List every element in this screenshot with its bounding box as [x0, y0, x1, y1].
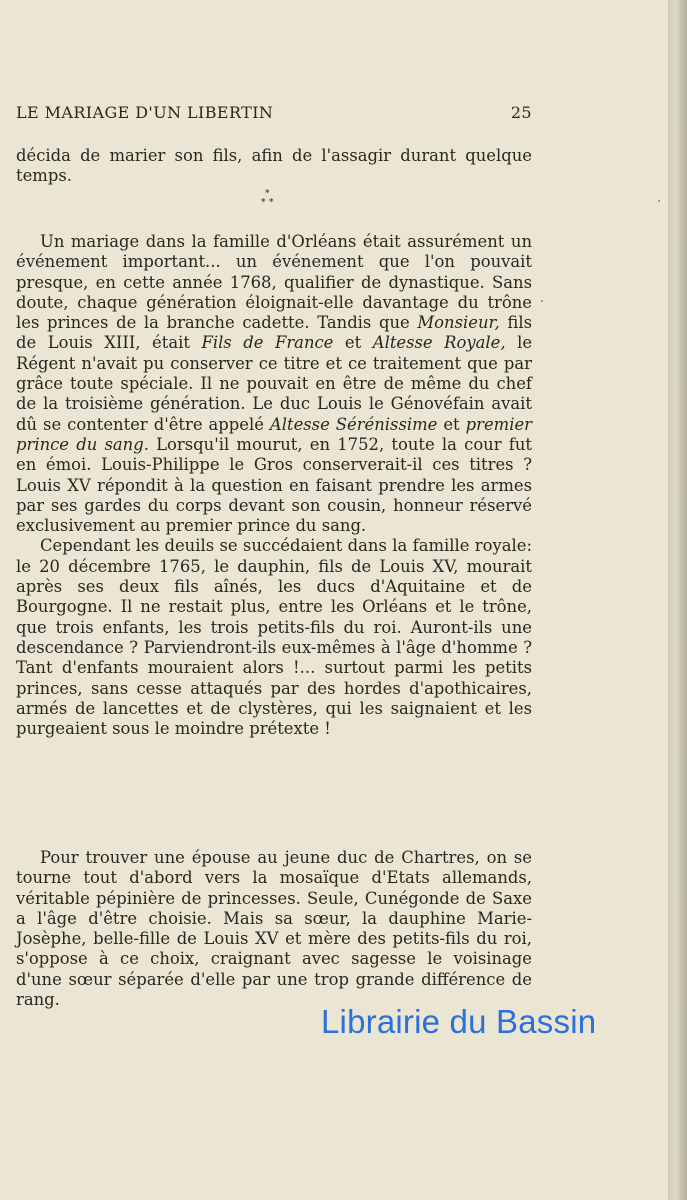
text-run: Un mariage dans la famille d'Orléans était assurément un événement important... un événement que l'on pouvait presque, en cette année 1768, qualifier de dynastique. Sans doute, chaque génération éloignait-elle davantage du trône les princes de la branche cadette. Tandis que	[16, 232, 532, 333]
svg-text:*: *	[269, 198, 274, 208]
text-run: Lorsqu'il mourut, en 1752, toute la cour fut en émoi. Louis-Philippe le Gros conserverait-il ces titres ? Louis XV répondit à la question en faisant prendre les armes par ses gardes du corps devant son cousin, honneur réservé exclusivement au premier prince du sang.	[16, 434, 533, 536]
intro-paragraph: décida de marier son fils, afin de l'assagir durant quelque temps.	[16, 146, 532, 186]
intro-text-block	[16, 146, 532, 187]
watermark-logo: Librairie du Bassin	[321, 1003, 597, 1040]
body-paragraph	[16, 232, 532, 536]
italic-phrase: premier prince du sang.	[16, 414, 532, 454]
body-paragraph	[16, 536, 532, 739]
chapter-title: LE MARIAGE D'UN LIBERTIN	[16, 103, 274, 122]
italic-phrase: Monsieur,	[417, 313, 500, 333]
italic-phrase: Fils de France	[201, 333, 334, 353]
text-run: fils de Louis XIII, était	[16, 313, 533, 353]
text-run: et	[333, 333, 373, 353]
paper-speck	[658, 200, 660, 202]
asterism-icon	[254, 187, 284, 209]
italic-phrase: Altesse Sérénissime	[269, 414, 438, 434]
running-header	[16, 103, 532, 125]
italic-phrase: Altesse Royale,	[372, 333, 506, 353]
page-stack-edge	[668, 0, 687, 1200]
text-run: Cependant les deuils se succédaient dans la famille royale: le 20 décembre 1765, le dauphin, fils de Louis XV, mourait après ses deux fils aînés, les ducs d'Aquitaine et de Bourgogne. Il ne restait plus, entre les Orléans et le trône, que trois enfants, les trois petits-fils du roi. Auront-ils une descendance ? Parviendront-ils eux-mêmes à l'âge d'homme ? Tant d'enfants mouraient alors !... surtout parmi les petits princes, sans cesse attaqués par des hordes d'apothicaires, armés de lancettes et de clystères, qui les saignaient et les purgeaient sous le moindre prétexte !	[16, 536, 532, 739]
text-run: et	[437, 414, 466, 434]
text-run: Pour trouver une épouse au jeune duc de Chartres, on se tourne tout d'abord vers la mosaïque d'Etats allemands, véritable pépinière de princesses. Seule, Cunégonde de Saxe a l'âge d'être choisie. Mais sa sœur, la dauphine Marie-Josèphe, belle-fille de Louis XV et mère des petits-fils du roi, s'oppose à ce choix, craignant avec sagesse le voisinage d'une sœur séparée d'elle par une trop grande différence de rang.	[16, 848, 532, 1010]
page-number: 25	[510, 103, 532, 122]
svg-text:*: *	[265, 189, 270, 199]
paper-speck	[541, 300, 543, 302]
section-two-text	[16, 848, 532, 1010]
body-paragraph	[16, 848, 532, 1010]
section-one-text	[16, 232, 532, 739]
text-run: le Régent n'avait pu conserver ce titre et ce traitement que par grâce toute spéciale. Il ne pouvait en être de même du chef de la troisième génération. Le duc Louis le Génovéfain avait dû se contenter d'être appelé	[16, 333, 533, 434]
svg-text:*: *	[261, 198, 266, 208]
